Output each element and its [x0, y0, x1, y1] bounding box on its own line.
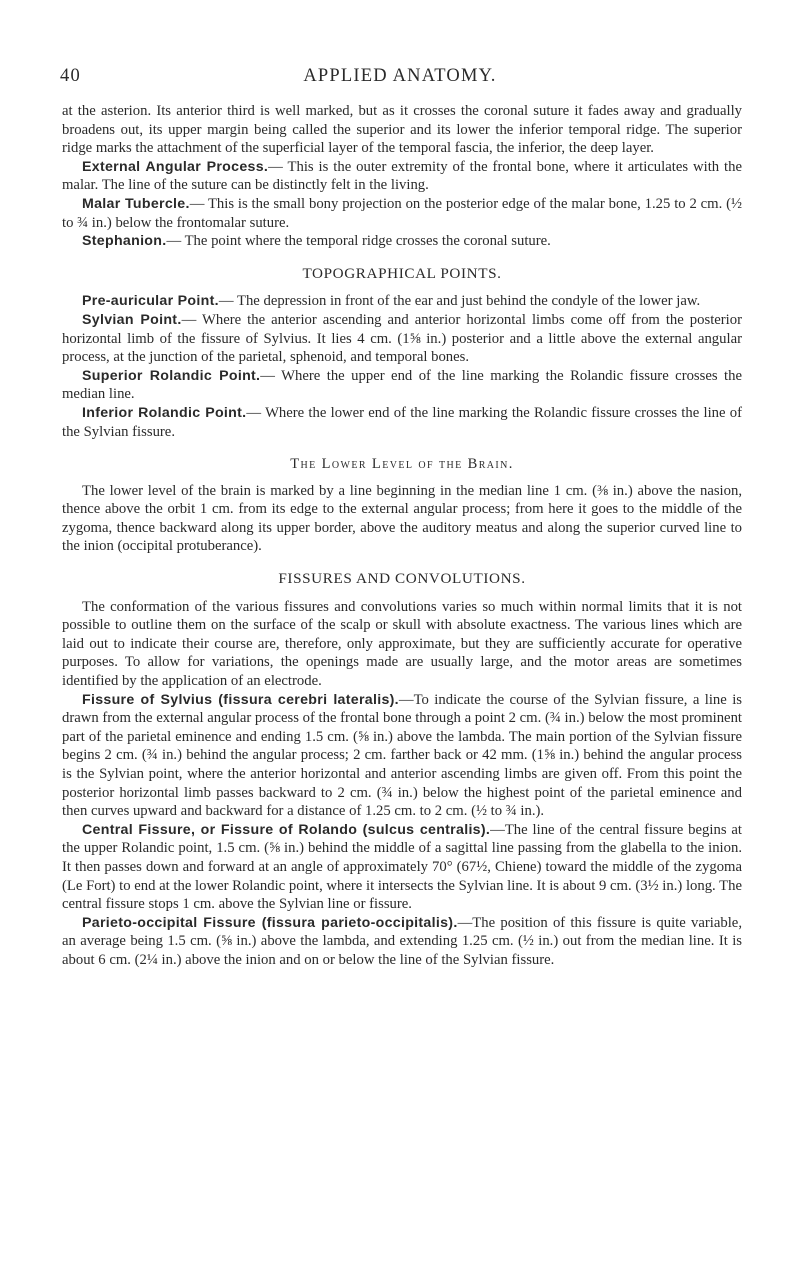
section-heading-fissures-convolutions: FISSURES AND CONVOLUTIONS.: [278, 570, 526, 588]
definition-central-fissure: —The line of the central fissure begins at the upper Rolandic point, 1.5 cm. (⅝ in.) behind the middle of a sagittal line passing from the glabella to the inion. It then passes down and forward at an angle of approximately 70° (67½, Chiene) toward the middle of the zygoma (Le Fort) to end at the lower Rolandic point, where it intersects the Sylvian line. It is about 9 cm. (3½ in.) long. The central fissure stops 1 cm. above the Sylvian line or fissure.: [62, 821, 742, 913]
term-stephanion: Stephanion.: [82, 233, 167, 250]
term-inferior-rolandic-point: Inferior Rolandic Point.: [82, 404, 247, 421]
subsection-heading-lower-level: The Lower Level of the Brain.: [290, 456, 514, 473]
section-heading-topographical-points: TOPOGRAPHICAL POINTS.: [302, 264, 502, 282]
paragraph-stephanion: [62, 232, 742, 251]
term-pre-auricular-point: Pre-auricular Point.: [82, 293, 219, 310]
definition-fissure-of-sylvius: —To indicate the course of the Sylvian fissure, a line is drawn from the external angular process of the frontal bone through a point 2 cm. (¾ in.) below the most prominent part of the parietal eminence and ending 1.5 cm. (⅝ in.) above the lambda. The main portion of the Sylvian fissure begins 2 cm. (¾ in.) behind the angular process; 2 cm. farther back or 42 mm. (1⅝ in.) behind the angular process is the Sylvian point, where the anterior horizontal and anterior ascending limbs are given off. From this point the posterior horizontal limb passes backward to 2 cm. (¾ in.) below the highest point of the parietal eminence and then curves upward and backward for a distance of 1.25 cm. to 2 cm. (½ to ¾ in.).: [62, 691, 742, 820]
term-fissure-of-sylvius: Fissure of Sylvius (fissura cerebri lateralis).: [82, 691, 399, 708]
term-parieto-occipital-fissure: Parieto-occipital Fissure (fissura parieto-occipitalis).: [82, 914, 458, 931]
paragraph-lower-level: The lower level of the brain is marked by a line beginning in the median line 1 cm. (⅜ in.) above the nasion, thence above the orbit 1 cm. from its edge to the external angular process; from here it goes to the middle of the zygoma, thence backward along its upper border, above the auditory meatus and along the superior curved line to the inion (occipital protuberance).: [62, 482, 742, 555]
page-number: 40: [60, 66, 81, 86]
definition-external-angular-process: — This is the outer extremity of the frontal bone, where it articulates with the malar. The line of the suture can be distinctly felt in the living.: [62, 158, 742, 194]
running-title: APPLIED ANATOMY.: [303, 66, 497, 86]
definition-malar-tubercle: — This is the small bony projection on the posterior edge of the malar bone, 1.25 to 2 cm. (½ to ¾ in.) below the frontomalar suture.: [62, 195, 742, 231]
term-central-fissure: Central Fissure, or Fissure of Rolando (sulcus centralis).: [82, 821, 491, 838]
paragraph-central-fissure: [62, 821, 742, 914]
paragraph-fissure-of-sylvius: [62, 691, 742, 821]
paragraph-parieto-occipital-fissure: [62, 914, 742, 970]
definition-parieto-occipital-fissure: —The position of this fissure is quite variable, an average being 1.5 cm. (⅝ in.) above the lambda, and extending 1.25 cm. (½ in.) out from the median line. It is about 6 cm. (2¼ in.) above the inion and on or below the line of the Sylvian fissure.: [62, 914, 742, 968]
paragraph-malar-tubercle: [62, 195, 742, 232]
paragraph-intro: at the asterion. Its anterior third is well marked, but as it crosses the coronal suture it fades away and gradually broadens out, its upper margin being called the superior and its lower the inferior temporal ridge. The superior ridge marks the attachment of the superficial layer of the temporal fascia, the inferior, the deep layer.: [62, 103, 742, 157]
term-sylvian-point: Sylvian Point.: [82, 311, 182, 328]
definition-superior-rolandic-point: — Where the upper end of the line marking the Rolandic fissure crosses the median line.: [62, 367, 742, 403]
definition-pre-auricular-point: — The depression in front of the ear and just behind the condyle of the lower jaw.: [218, 293, 701, 310]
definition-sylvian-point: — Where the anterior ascending and anterior horizontal limbs come off from the posterior horizontal limb of the fissure of Sylvius. It lies 4 cm. (1⅝ in.) posterior and a little above the external angular process, at the junction of the parietal, sphenoid, and temporal bones.: [62, 311, 742, 366]
term-superior-rolandic-point: Superior Rolandic Point.: [82, 367, 261, 384]
body-text: [62, 102, 742, 970]
definition-inferior-rolandic-point: — Where the lower end of the line marking the Rolandic fissure crosses the line of the Sylvian fissure.: [62, 404, 742, 440]
paragraph-conformation: The conformation of the various fissures and convolutions varies so much within normal limits that it is not possible to outline them on the surface of the scalp or skull with absolute exactness. The various lines which are laid out to indicate their course are, therefore, only approximate, but they are sufficiently accurate for operative purposes. To allow for variations, the openings made are usually large, and the motor areas are sometimes identified by the application of an electrode.: [62, 598, 742, 690]
definition-stephanion: — The point where the temporal ridge crosses the coronal suture.: [166, 233, 551, 250]
paragraph-inferior-rolandic-point: [62, 404, 742, 441]
term-external-angular-process: External Angular Process.: [82, 158, 269, 175]
term-malar-tubercle: Malar Tubercle.: [82, 195, 190, 212]
paragraph-external-angular-process: [62, 158, 742, 195]
paragraph-sylvian-point: [62, 311, 742, 367]
paragraph-superior-rolandic-point: [62, 367, 742, 404]
paragraph-pre-auricular-point: [62, 292, 742, 311]
running-head: [60, 66, 740, 90]
